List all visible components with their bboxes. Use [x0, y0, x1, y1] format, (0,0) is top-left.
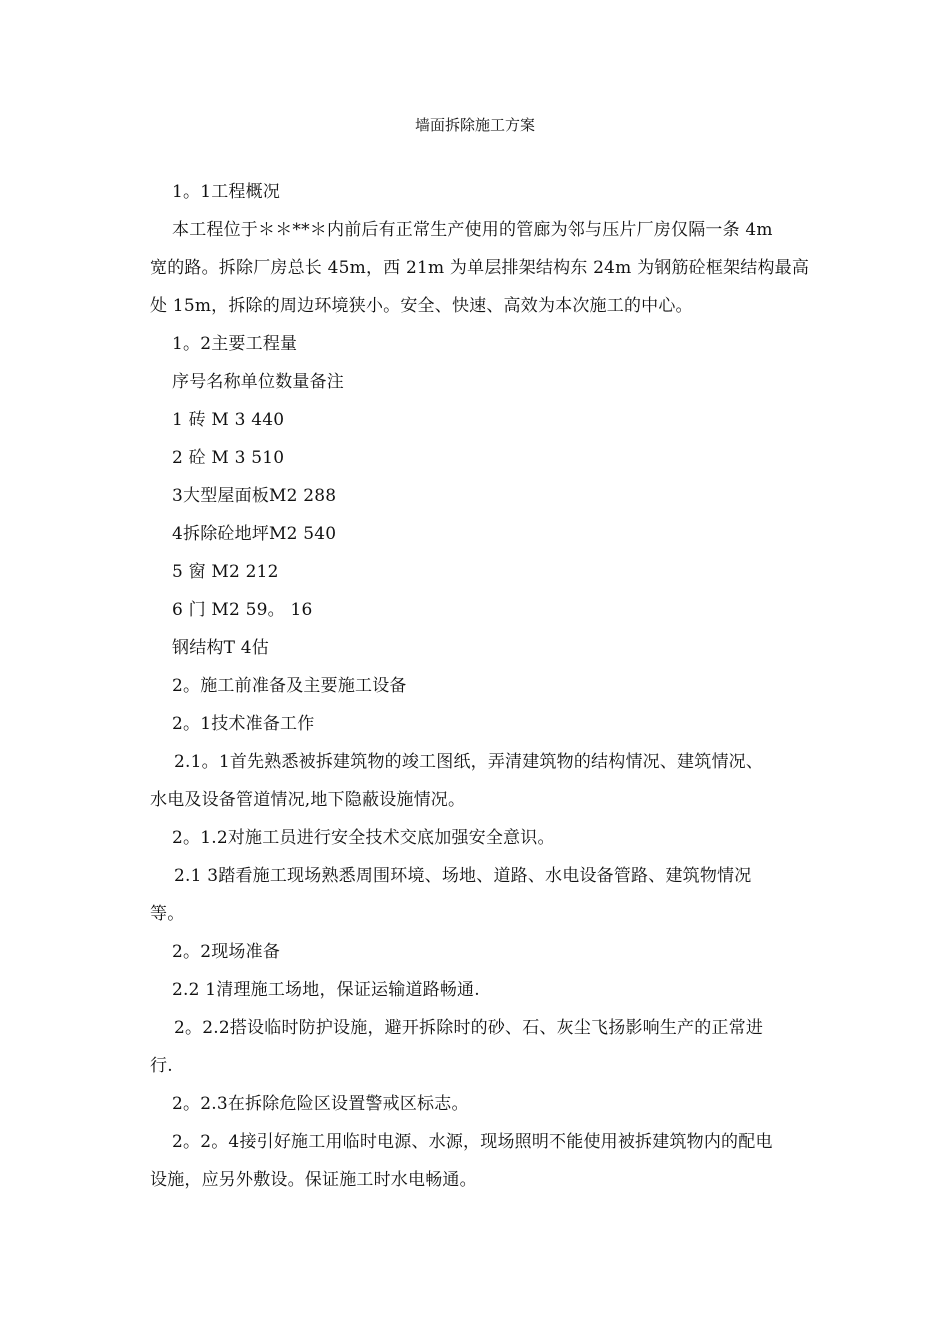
paragraph-line: 2.1。1首先熟悉被拆建筑物的竣工图纸，弄清建筑物的结构情况、建筑情况、	[174, 752, 764, 772]
heading-1-2: 1。2主要工程量	[172, 334, 298, 354]
paragraph-line: 处 15m，拆除的周边环境狭小。安全、快速、高效为本次施工的中心。	[150, 296, 693, 316]
paragraph-line: 水电及设备管道情况,地下隐蔽设施情况。	[150, 790, 466, 810]
table-row: 6 门 M2 59。 16	[172, 600, 313, 620]
document-title: 墙面拆除施工方案	[414, 116, 535, 134]
table-row: 1 砖 M 3 440	[172, 410, 285, 430]
table-row: 钢结构T 4估	[172, 638, 269, 658]
table-row: 3大型屋面板M2 288	[172, 486, 337, 506]
paragraph-line: 2。2.3在拆除危险区设置警戒区标志。	[172, 1094, 469, 1114]
table-row: 4拆除砼地坪M2 540	[172, 524, 337, 544]
table-header-line: 序号名称单位数量备注	[172, 372, 344, 392]
paragraph-line: 2.1 3踏看施工现场熟悉周围环境、场地、道路、水电设备管路、建筑物情况	[174, 866, 752, 886]
paragraph-line: 本工程位于＊＊**＊内前后有正常生产使用的管廊为邻与压片厂房仅隔一条 4m	[172, 220, 773, 240]
heading-2-2: 2。2现场准备	[172, 942, 281, 962]
paragraph-line: 2。2.2搭设临时防护设施，避开拆除时的砂、石、灰尘飞扬影响生产的正常进	[174, 1018, 764, 1038]
heading-2-1: 2。1技术准备工作	[172, 714, 315, 734]
paragraph-line: 等。	[150, 904, 185, 924]
paragraph-line: 2.2 1清理施工场地，保证运输道路畅通.	[172, 980, 480, 1000]
paragraph-line: 设施，应另外敷设。保证施工时水电畅通。	[150, 1170, 477, 1190]
heading-2: 2。施工前准备及主要施工设备	[172, 676, 407, 696]
paragraph-line: 宽的路。拆除厂房总长 45m，西 21m 为单层排架结构东 24m 为钢筋砼框架结构最高	[150, 258, 810, 278]
paragraph-line: 2。1.2对施工员进行安全技术交底加强安全意识。	[172, 828, 555, 848]
heading-1-1: 1。1工程概况	[172, 182, 281, 202]
table-row: 5 窗 M2 212	[172, 562, 279, 582]
paragraph-line: 2。2。4接引好施工用临时电源、水源，现场照明不能使用被拆建筑物内的配电	[172, 1132, 773, 1152]
table-row: 2 砼 M 3 510	[172, 448, 285, 468]
paragraph-line: 行.	[150, 1056, 173, 1076]
